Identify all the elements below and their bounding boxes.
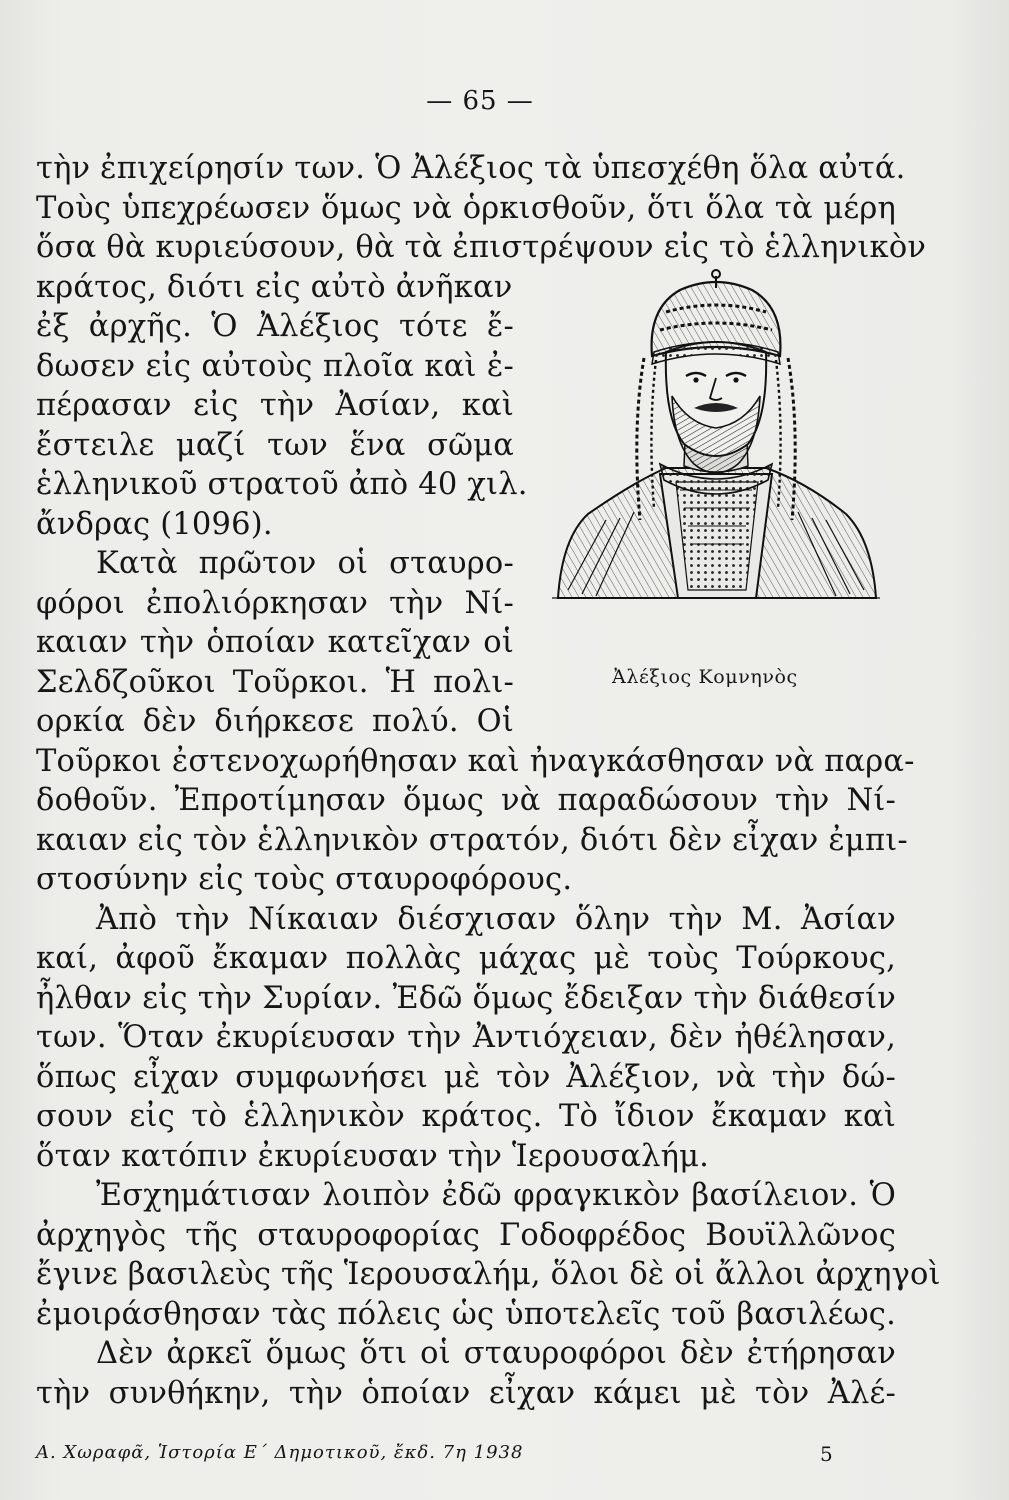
text-line: ορκία δὲν διήρκεσε πολύ. Οἱ (36, 704, 514, 739)
text-line: καιαν εἰς τὸν ἑλληνικὸν στρατόν, διότι δὲν εἶχαν ἐμπι- (36, 822, 908, 858)
text-line: Κατὰ πρῶτον οἱ σταυρο- (96, 546, 514, 581)
text-line: ἔστειλε μαζί των ἕνα σῶμα (36, 427, 514, 463)
text-line: ἑλληνικοῦ στρατοῦ ἀπὸ 40 χιλ. (36, 467, 528, 502)
text-line: καιαν τὴν ὁποίαν κατεῖχαν οἱ (36, 625, 514, 660)
text-line: ἄνδρας (1096). (36, 506, 273, 542)
text-line: τὴν συνθήκην, τὴν ὁποίαν εἶχαν κάμει μὲ τὸν Ἀλέ- (36, 1375, 896, 1411)
text-line: τὴν ἐπιχείρησίν των. Ὁ Ἀλέξιος τὰ ὑπεσχέθη ὅλα αὐτά. (36, 151, 906, 186)
text-line: ὅσα θὰ κυριεύσουν, θὰ τὰ ἐπιστρέψουν εἰς τὸ ἑλληνικὸν (36, 230, 927, 265)
text-line: ἔγινε βασιλεὺς τῆς Ἱερουσαλήμ, ὅλοι δὲ οἱ ἄλλοι ἀρχηγοὶ (36, 1257, 941, 1292)
text-line: φόροι ἐπολιόρκησαν τὴν Νί- (36, 585, 514, 621)
footer-signature: 5 (820, 1442, 833, 1466)
text-line: Τοὺς ὑπεχρέωσεν ὅμως νὰ ὁρκισθοῦν, ὅτι ὅλα τὰ μέρη (36, 190, 896, 226)
text-line: πέρασαν εἰς τὴν Ἀσίαν, καὶ (36, 388, 514, 423)
text-line: Δὲν ἀρκεῖ ὅμως ὅτι οἱ σταυροφόροι δὲν ἐτήρησαν (96, 1336, 896, 1371)
text-line: ἐμοιράσθησαν τὰς πόλεις ὡς ὑποτελεῖς τοῦ βασιλέως. (36, 1296, 896, 1332)
text-line: δωσεν εἰς αὐτοὺς πλοῖα καὶ ἐ- (36, 348, 514, 384)
text-line: Σελδζοῦκοι Τοῦρκοι. Ἡ πολι- (36, 664, 514, 700)
text-line: Τοῦρκοι ἐστενοχωρήθησαν καὶ ἠναγκάσθησαν νὰ παρα- (36, 743, 915, 779)
portrait-engraving (548, 268, 884, 600)
text-line: στοσύνην εἰς τοὺς σταυροφόρους. (36, 862, 573, 897)
page-number: — 65 — (426, 86, 534, 116)
text-line: ὅταν κατόπιν ἐκυρίευσαν τὴν Ἱερουσαλήμ. (36, 1138, 710, 1174)
text-line: καί, ἀφοῦ ἔκαμαν πολλὰς μάχας μὲ τοὺς Τούρκους, (36, 941, 896, 976)
text-line: ἀρχηγὸς τῆς σταυροφορίας Γοδοφρέδος Βουϊλλῶνος (36, 1217, 896, 1253)
text-line: ἐξ ἀρχῆς. Ὁ Ἀλέξιος τότε ἔ- (36, 309, 514, 344)
footer-citation: Α. Χωραφᾶ, Ἱστορία Ε΄ Δημοτικοῦ, ἔκδ. 7η 1938 (36, 1442, 524, 1463)
text-line: Ἐσχημάτισαν λοιπὸν ἐδῶ φραγκικὸν βασίλειον. Ὁ (96, 1178, 896, 1213)
text-line: ὅπως εἶχαν συμφωνήσει μὲ τὸν Ἀλέξιον, νὰ τὴν δώ- (36, 1059, 896, 1095)
text-line: δοθοῦν. Ἐπροτίμησαν ὅμως νὰ παραδώσουν τὴν Νί- (36, 783, 896, 818)
text-line: σουν εἰς τὸ ἑλληνικὸν κράτος. Τὸ ἴδιον ἔκαμαν καὶ (36, 1099, 896, 1134)
text-line: Ἀπὸ τὴν Νίκαιαν διέσχισαν ὅλην τὴν Μ. Ἀσίαν (96, 901, 896, 937)
text-line: κράτος, διότι εἰς αὐτὸ ἀνῆκαν (36, 269, 513, 305)
figure-caption: Ἀλέξιος Κομνηνὸς (612, 665, 798, 688)
text-line: των. Ὅταν ἐκυρίευσαν τὴν Ἀντιόχειαν, δὲν ἠθέλησαν, (36, 1020, 896, 1055)
text-line: ἦλθαν εἰς τὴν Συρίαν. Ἐδῶ ὅμως ἔδειξαν τὴν διάθεσίν (36, 980, 896, 1016)
